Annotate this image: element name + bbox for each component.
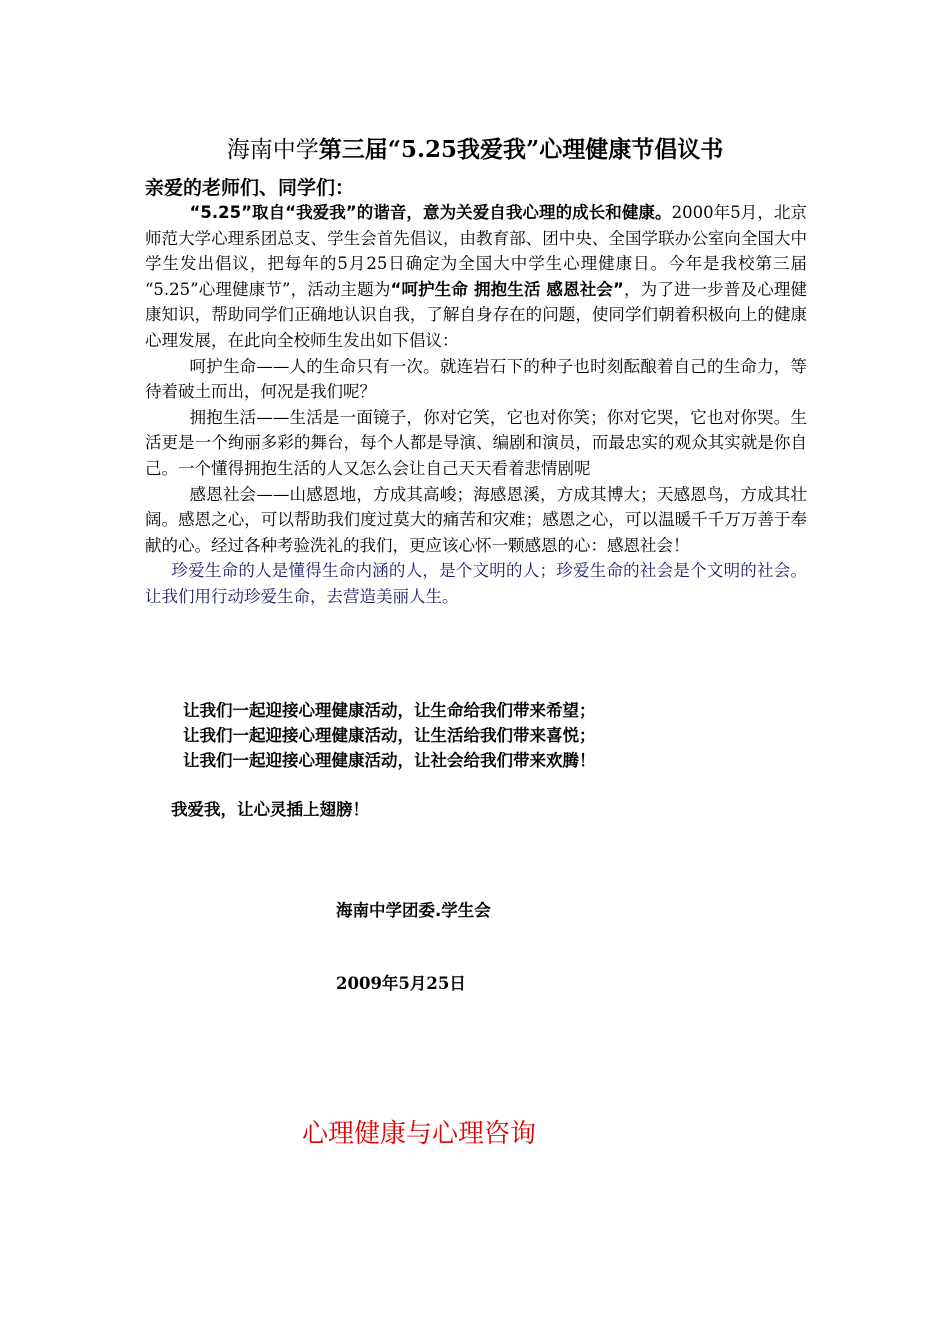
intro-bold-lead: “5.25”取自“我爱我”的谐音，意为关爱自我心理的成长和健康。 <box>189 203 672 222</box>
intro-text-2: ，为了进一步普及心理健康知识，帮助同学们正确地认识自我，了解自身存在的问题，使同学们朝着积极向上的健康心理发展，在此向全校师生发出如下倡议： <box>145 279 808 350</box>
slogan-line: 让我们一起迎接心理健康活动，让社会给我们带来欢腾！ <box>183 751 596 770</box>
intro-paragraph <box>145 200 807 354</box>
intro-text-1: 2000年5月，北京师范大学心理系团总支、学生会首先倡议，由教育部、团中央、全国学联办公室向全国大中学生发出倡议，把每年的5月25日确定为全国大中学生心理健康日。今年是我校第三届 “5.25”心理健康节”，活动主题为 <box>145 203 807 299</box>
date: 2009年5月25日 <box>336 974 466 993</box>
point-protect-life: 呵护生命——人的生命只有一次。就连岩石下的种子也时刻酝酿着自己的生命力，等待着破土而出，何况是我们呢？ <box>145 356 807 402</box>
point-thank-society: 感恩社会——山感恩地，方成其高峻；海感恩溪，方成其博大；天感恩鸟，方成其壮阔。感恩之心，可以帮助我们度过莫大的痛苦和灾难；感恩之心，可以温暖千千万万善于奉献的心。经过各种考验洗礼的我们，更应该心怀一颗感恩的心：感恩社会！ <box>145 484 807 555</box>
slogan-list <box>183 698 596 773</box>
slogan-line: 让我们一起迎接心理健康活动，让生活给我们带来喜悦； <box>183 726 596 745</box>
title-main: 第三届“5.25我爱我”心理健康节倡议书 <box>318 136 724 163</box>
document-body <box>145 200 807 610</box>
signer: 海南中学团委.学生会 <box>336 901 491 920</box>
motto: 我爱我，让心灵插上翅膀！ <box>171 800 369 819</box>
intro-theme: “呵护生命 拥抱生活 感恩社会” <box>390 279 624 299</box>
closing-paragraph: 珍爱生命的人是懂得生命内涵的人，是个文明的人；珍爱生命的社会是个文明的社会。让我们用行动珍爱生命，去营造美丽人生。 <box>145 561 807 606</box>
point-embrace-life: 拥抱生活——生活是一面镜子，你对它笑，它也对你笑；你对它哭，它也对你哭。生活更是一个绚丽多彩的舞台，每个人都是导演、编剧和演员，而最忠实的观众其实就是你自己。一个懂得拥抱生活的人又怎么会让自己天天看着悲情剧呢 <box>145 407 807 478</box>
slogan-line: 让我们一起迎接心理健康活动，让生命给我们带来希望； <box>183 701 596 720</box>
footer-heading: 心理健康与心理咨询 <box>302 1119 537 1149</box>
document-title <box>145 133 805 167</box>
title-school: 海南中学 <box>226 137 319 163</box>
salutation: 亲爱的老师们、同学们： <box>145 177 355 199</box>
